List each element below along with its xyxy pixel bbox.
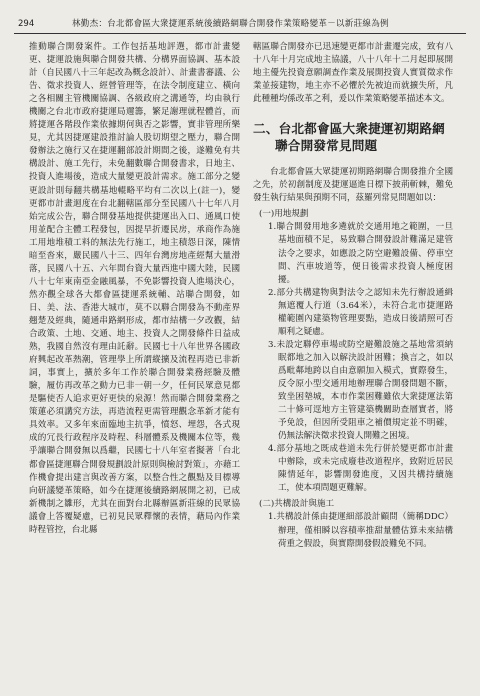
subsection-heading-1: (一)用地規劃	[259, 209, 309, 220]
page-number: 294	[18, 19, 35, 29]
right-column-intro: 轄區聯合開發亦已迅速變更都市計畫遷完成，致有八十八年十月完成地主協議，八十八年十二月起即展開地主優先投資意願調查作業及展開投資人實質徵求作業並接建物，地主亦不必懼於先被迫而就擴失所，凡此種種均係改革之利，爰以作業策略變革描述本文。	[253, 42, 453, 105]
list-item: 4.部分基地之既成巷道未先行併於變更都市計畫中辦除，或未完成廢巷改道程序，致附近居民陳情延年，影響開發進度，又因共構持續施工，使本項問題更難解。	[268, 444, 453, 494]
list-item: 3.未設定聯停車場或防空避難設施之基地常須納眠都地之加入以解決設計困難；換言之，如以爲毗鄰地跨以自由意願加入模式，實際發生，反令原小型交通用地辦理聯合開發問題不斷，致坐困墊城，本市作業困難雖依大衆捷運法第二十條可逕地方主管建築機關助查層實者，將予免設，但因所受阻車之補價規定並不明確，仍無法解決徵求投資人開難之困境。	[268, 339, 453, 442]
list-item: 2.部分共構建物與對法令之認知未先行辦設通緝無遮覆人行道（3.64米），未符合北市捷運路權範圍內建築物管理要點，造成日後請照可否順利之疑慮。	[268, 287, 453, 337]
section-heading-line-1: 二、台北都會區大衆捷運初期路網	[253, 121, 445, 137]
list-item: 1.共構設計係由捷運細部設計顧問（簡稱DDC）辦理，僅相瞬以容積率推甜量體估算未來結構荷重之假設，與實際開發假設難免不同。	[268, 512, 453, 549]
section-intro: 台北都會區大眾捷運初期路網聯合開發推介全國之先，於初創制度及捷運逼進日標下披荊斬棘，難免發生執行結果與預期不同，茲羅列常見問題如以：	[253, 167, 453, 204]
right-column	[253, 41, 453, 551]
left-column	[29, 41, 240, 537]
running-header	[14, 17, 466, 31]
header-rule	[14, 33, 466, 34]
running-title: 林勤杰：台北都會區大衆捷運系統後續路網聯合開發作業策略變革－以新莊線為例	[72, 19, 389, 29]
section-heading-line-2: 聯合開發常見問題	[275, 138, 378, 154]
left-column-text: 推動聯合開發案件。工作包括基地評選，都市計畫變更、捷運設施與聯合開發共構、分構界面協調、基本設計（自民國八十三年起改為概念設計）、計畫書審議、公告、徵求投資人、經營管理等，在法令制度建立、橫向之各相關主管機關協調、各級政府之溝通等，均由執行機關之台北市政府捷運局邇籌，繁足謝理就程體首，而將捷運各階段作業依據期何與否之影響，實非管理所樂見，尤其因捷運建設推討論人股切期望之壓力，聯合開發辦法之施行又在捷運翻部設計期間之後，遂難免有共構設計、施工先行，未免翻數聯合開發書求，日地主、投資人進場後，造成大量變更設計需求。施工部分之變更設計則每翻共構基地輥略平均有二次以上(註一)，變更都市計畫迴度在台北翻轄區部分至民國八十七年八月始完成公告，聯合開發基地提供捷運出入口、通風口使用並配合主體工程發包，因提早折遷民房，承商作為施工用地堆積工料的無法先行施工，地主積怨日深，陳情暗至沓來，嚴民國八十三、四年台灣房地產經幫大量滑落，民國八十五、六年間台資大量西進中國大陸，民國八十七年東南亞金融風暴，不免影響投資人進場決心，然亦觀全球各大都會區捷運系統輔、站聯合開發，如日、美、法、香港大城市，莫不以聯合開發為不動產界翹楚及經典，隨通串路網形成，都市結構一夕改觀，結合政策、土地、交通、地主、投資人之開發條件日益成熟，我國自然沒有理由託辭。民國七十八年世界各國政府興起改革熱潮，管理學上所謂縱擴及流程再造已非新詞，事實上，擴於多年工作於聯合開發業務經驗及體驗，履仿再改革之動力已非一朝一夕，任何民眾意見都是驅使否人追求更好更快的泉源！然而聯合開發業務之策蓮必須講究方法，再造流程更需管理觀念革新才能有具效率。又多年來面臨地主抗爭，憤怒、埋怨，各式現成的冗長行政程序及時程、科層體系及機關本位等，幾乎讓聯合開發無以爲繼，民國七十八年室者擬著「台北都會區捷運聯合開發規劃設計原則與檢討對策」，亦藉工作機會提出建言與改善方案，以整合性之觀點及目標導向研議變革策略，如今在捷運後續路網展開之初，已成新機制之雛形，尤其在面對台北縣辦區新莊線的民眾協議會上答覆疑慮，已初見民眾釋懷的表情，藉局內作業時程管控，台北縣	[29, 42, 240, 535]
section-heading	[253, 120, 453, 154]
subsection-heading-2: (二)共構設計與施工	[259, 499, 335, 510]
list-item: 1.聯合開發用地多遴就於交通用地之範圍，一旦基地面積不足，易致聯合開發設計難滿足建管法令之要求，如應設之防空避難設備、停車空間、汽車坡道等，便日後需求投資人極度困擾。	[268, 222, 453, 285]
